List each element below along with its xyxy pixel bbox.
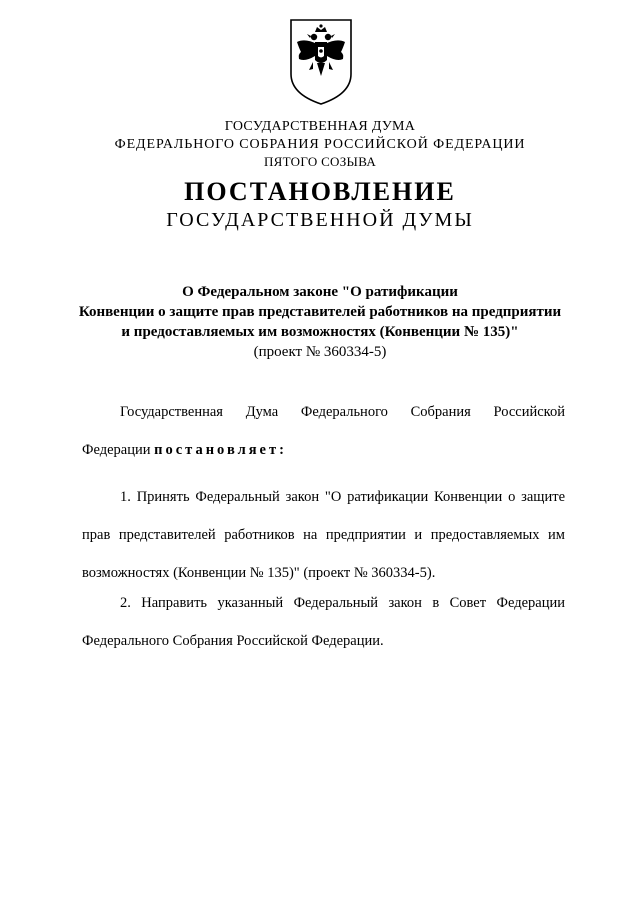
subject-line3: и предоставляемых им возможностях (Конвенции № 135)" — [121, 324, 519, 340]
resolve-verb: постановляет: — [154, 442, 287, 458]
convocation-line: ПЯТОГО СОЗЫВА — [263, 154, 377, 169]
item1-line1: 1. Принять Федеральный закон "О ратификации Конвенции о защите — [120, 489, 565, 505]
item1-line2: прав представителей работников на предприятии и предоставляемых им — [82, 527, 565, 543]
item2-line2: Федерального Собрания Российской Федерации. — [82, 633, 384, 649]
project-number: (проект № 360334-5) — [253, 344, 387, 360]
intro-line2-text: Федерации — [82, 442, 155, 458]
org-name-line1: ГОСУДАРСТВЕННАЯ ДУМА — [224, 119, 416, 134]
document-type-title: ПОСТАНОВЛЕНИЕ — [184, 177, 456, 206]
intro-line2 — [82, 439, 565, 461]
item-1-paragraph — [82, 486, 565, 584]
item1-line3: возможностях (Конвенции № 135)" (проект № 360334-5). — [82, 565, 436, 581]
intro-paragraph — [82, 401, 565, 461]
intro-line1: Государственная Дума Федерального Собрания Российской — [120, 404, 565, 420]
document-subject — [60, 282, 580, 362]
document-issuer-title: ГОСУДАРСТВЕННОЙ ДУМЫ — [166, 209, 474, 231]
coat-of-arms-emblem — [289, 18, 353, 106]
org-name-line2: ФЕДЕРАЛЬНОГО СОБРАНИЯ РОССИЙСКОЙ ФЕДЕРАЦИИ — [114, 137, 526, 152]
subject-line1: О Федеральном законе "О ратификации — [182, 284, 458, 300]
item2-line1: 2. Направить указанный Федеральный закон в Совет Федерации — [120, 595, 565, 611]
item-2-paragraph — [82, 592, 565, 652]
subject-line2: Конвенции о защите прав представителей работников на предприятии — [78, 304, 562, 320]
